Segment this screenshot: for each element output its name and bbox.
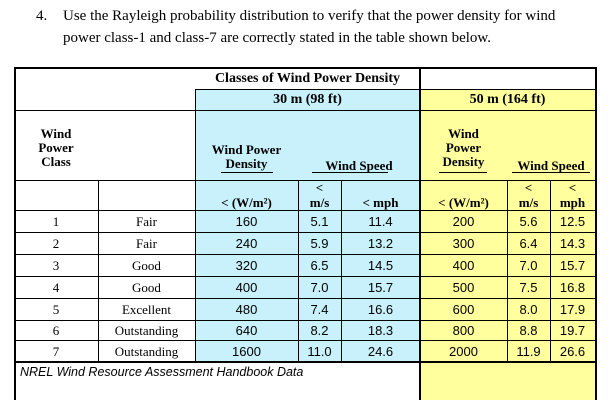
speed-mph-50m-cell: 14.3 <box>559 236 586 251</box>
speed-ms-30m-cell: 5.1 <box>310 214 329 229</box>
unit-ms-50m: m/s <box>518 194 539 210</box>
speed-mph-50m-cell: 19.7 <box>559 323 586 338</box>
rating-cell: Good <box>132 280 161 295</box>
speed-ms-50m-cell: 7.0 <box>519 258 538 273</box>
speed-mph-30m-cell: 24.6 <box>367 343 394 359</box>
lt-ms-30m: < <box>315 180 324 195</box>
group-header-30m: 30 m (98 ft) <box>273 92 342 107</box>
speed-ms-50m-cell: 8.0 <box>519 302 538 317</box>
rating-cell: Outstanding <box>114 343 179 359</box>
speed-ms-50m-cell: 11.9 <box>516 343 541 359</box>
density-30m-cell: 320 <box>235 258 258 273</box>
unit-density-50m: < (W/m²) <box>438 194 489 210</box>
unit-mph-50m: mph <box>559 194 586 210</box>
class-cell: 2 <box>52 236 60 251</box>
speed-ms-30m-cell: 8.2 <box>310 323 329 338</box>
unit-density-30m: < (W/m²) <box>221 194 272 210</box>
speed-mph-50m-cell: 17.9 <box>559 302 586 317</box>
question-text-line-2: power class-1 and class-7 are correctly stated in the table shown below. <box>63 30 492 46</box>
density-30m-cell: 480 <box>235 302 258 317</box>
density-30m-cell: 160 <box>235 214 258 229</box>
density-50m-cell: 2000 <box>449 343 478 359</box>
density-30m-cell: 1600 <box>232 343 261 359</box>
speed-ms-50m-cell: 8.8 <box>519 323 538 338</box>
speed-mph-30m-cell: 11.4 <box>368 214 393 229</box>
speed-mph-50m-cell: 26.6 <box>559 343 586 359</box>
density-50m-cell: 200 <box>452 214 475 229</box>
density-50m-cell: 500 <box>452 280 475 295</box>
lt-ms-50m: < <box>524 180 533 195</box>
lt-mph-50m: < <box>568 180 577 195</box>
speed-ms-50m-cell: 7.5 <box>519 280 538 295</box>
speed-ms-50m-cell: 5.6 <box>519 214 538 229</box>
density-50m-cell: 400 <box>452 258 475 273</box>
rating-cell: Fair <box>136 214 157 229</box>
speed-ms-30m-cell: 6.5 <box>310 258 329 273</box>
speed-mph-30m-cell: 18.3 <box>367 323 394 338</box>
header-wind-power-class: Wind Power Class <box>38 126 74 169</box>
speed-ms-30m-cell: 5.9 <box>310 236 329 251</box>
class-cell: 6 <box>52 323 60 338</box>
class-cell: 4 <box>52 280 60 295</box>
speed-mph-30m-cell: 14.5 <box>367 258 394 273</box>
header-density-50m: Wind Power Density <box>442 126 485 169</box>
speed-mph-30m-cell: 15.7 <box>367 280 394 295</box>
header-speed-50m: Wind Speed <box>517 157 585 173</box>
header-speed-30m: Wind Speed <box>325 157 393 173</box>
speed-ms-30m-cell: 7.0 <box>310 280 329 295</box>
class-cell: 3 <box>52 258 60 273</box>
unit-ms-30m: m/s <box>309 194 330 210</box>
speed-mph-30m-cell: 13.2 <box>367 236 394 251</box>
question-number: 4. <box>36 8 48 24</box>
question-text-line-1: Use the Rayleigh probability distribution to verify that the power density for wind <box>63 8 556 24</box>
table-source-note: NREL Wind Resource Assessment Handbook Data <box>20 365 304 379</box>
unit-mph-30m: < mph <box>362 194 399 210</box>
class-cell: 1 <box>52 214 60 229</box>
speed-mph-50m-cell: 12.5 <box>559 214 586 229</box>
density-30m-cell: 240 <box>235 236 258 251</box>
header-density-30m: Wind Power Density <box>211 142 282 171</box>
rating-cell: Fair <box>136 236 157 251</box>
group-header-50m: 50 m (164 ft) <box>469 92 546 107</box>
density-50m-cell: 600 <box>452 302 475 317</box>
speed-mph-30m-cell: 16.6 <box>367 302 394 317</box>
rating-cell: Good <box>132 258 161 273</box>
class-cell: 5 <box>52 302 60 317</box>
density-50m-cell: 800 <box>452 323 475 338</box>
density-50m-cell: 300 <box>452 236 475 251</box>
class-cell: 7 <box>52 343 60 359</box>
speed-mph-50m-cell: 16.8 <box>559 280 586 295</box>
speed-mph-50m-cell: 15.7 <box>559 258 586 273</box>
speed-ms-30m-cell: 7.4 <box>310 302 329 317</box>
table-title: Classes of Wind Power Density <box>214 71 401 86</box>
rating-cell: Outstanding <box>114 323 179 338</box>
density-30m-cell: 640 <box>235 323 258 338</box>
rating-cell: Excellent <box>121 302 172 317</box>
speed-ms-50m-cell: 6.4 <box>519 236 538 251</box>
speed-ms-30m-cell: 11.0 <box>307 343 332 359</box>
density-30m-cell: 400 <box>235 280 258 295</box>
